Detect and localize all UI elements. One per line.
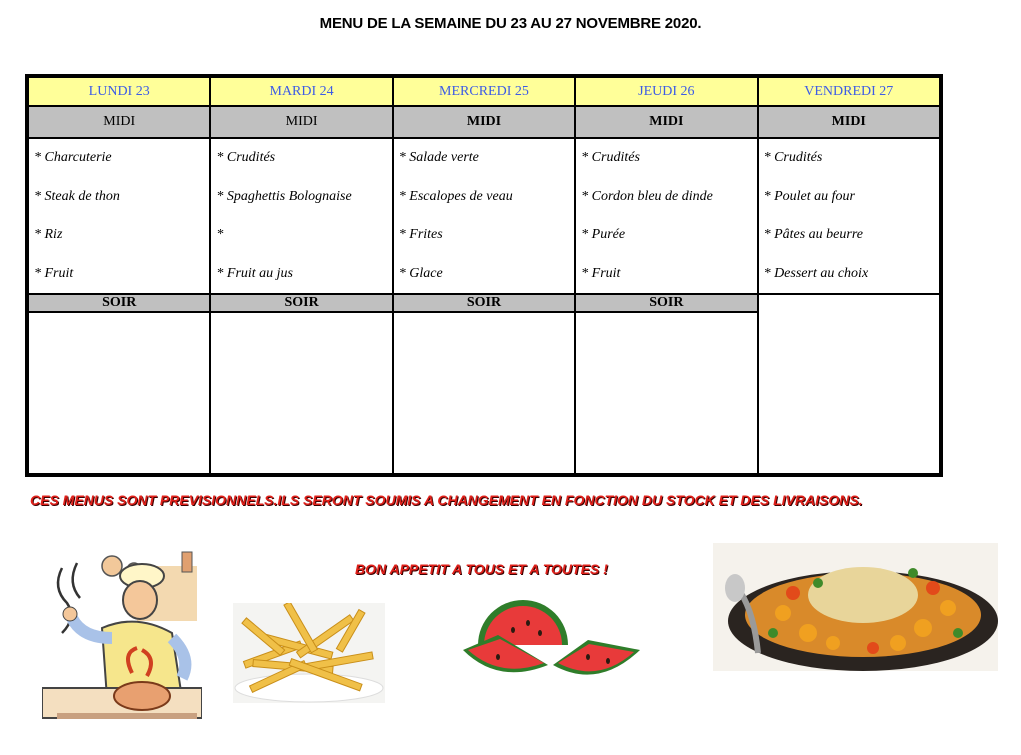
midi-items-monday xyxy=(28,138,210,294)
midi-header-row xyxy=(28,106,940,138)
menu-item: * Pâtes au beurre xyxy=(763,227,863,242)
midi-header-tuesday: MIDI xyxy=(210,106,392,138)
menu-item: * Crudités xyxy=(581,150,640,165)
soir-header-tuesday: SOIR xyxy=(210,294,392,312)
couscous-photo xyxy=(713,543,998,671)
midi-items-friday xyxy=(758,138,940,294)
midi-header-wednesday: MIDI xyxy=(393,106,575,138)
menu-item: * Frites xyxy=(398,227,443,242)
menu-item: * Fruit au jus xyxy=(216,265,294,281)
provisional-notice: CES MENUS SONT PREVISIONNELS.ILS SERONT SOUMIS A CHANGEMENT EN FONCTION DU STOCK ET DES LIVRAISONS. xyxy=(30,492,863,508)
menu-item: * Charcuterie xyxy=(34,150,112,165)
day-header-wednesday: MERCREDI 25 xyxy=(393,77,575,106)
menu-item: * Steak de thon xyxy=(34,188,120,204)
menu-item: * Poulet au four xyxy=(763,188,855,204)
french-fries-photo xyxy=(233,603,385,703)
menu-item: * Dessert au choix xyxy=(763,265,869,281)
menu-item: * Purée xyxy=(581,227,626,242)
menu-item: * Riz xyxy=(34,227,63,242)
menu-item: * Fruit xyxy=(34,265,74,281)
midi-header-friday: MIDI xyxy=(758,106,940,138)
day-header-monday: LUNDI 23 xyxy=(28,77,210,106)
menu-item: * Crudités xyxy=(763,150,823,165)
soir-header-thursday: SOIR xyxy=(575,294,757,312)
menu-item: * Salade verte xyxy=(398,150,479,165)
day-header-tuesday: MARDI 24 xyxy=(210,77,392,106)
midi-header-thursday: MIDI xyxy=(575,106,757,138)
menu-item: * Crudités xyxy=(216,150,276,165)
soir-cell-tuesday xyxy=(210,312,392,474)
menu-item: * Fruit xyxy=(581,265,621,281)
soir-cell-monday xyxy=(28,312,210,474)
midi-items-tuesday xyxy=(210,138,392,294)
weekly-menu-table xyxy=(25,74,943,477)
day-header-friday: VENDREDI 27 xyxy=(758,77,940,106)
menu-item: * Cordon bleu de dinde xyxy=(581,188,713,204)
soir-header-monday: SOIR xyxy=(28,294,210,312)
soir-cell-friday xyxy=(758,294,940,474)
day-header-row xyxy=(28,77,940,106)
chef-cooking-clipart xyxy=(42,548,202,728)
midi-items-row xyxy=(28,138,940,294)
bon-appetit-text: BON APPETIT A TOUS ET A TOUTES ! xyxy=(355,561,608,577)
menu-item: * Spaghettis Bolognaise xyxy=(216,188,352,204)
midi-items-thursday xyxy=(575,138,757,294)
menu-item: * Escalopes de veau xyxy=(398,188,513,204)
soir-header-row xyxy=(28,294,940,312)
soir-cell-thursday xyxy=(575,312,757,474)
menu-item: * Glace xyxy=(398,265,443,281)
page-title: MENU DE LA SEMAINE DU 23 AU 27 NOVEMBRE 2020. xyxy=(319,15,702,32)
watermelon-photo xyxy=(458,595,643,685)
soir-cell-wednesday xyxy=(393,312,575,474)
menu-item: * xyxy=(216,227,224,242)
midi-items-wednesday xyxy=(393,138,575,294)
soir-header-wednesday: SOIR xyxy=(393,294,575,312)
day-header-thursday: JEUDI 26 xyxy=(575,77,757,106)
midi-header-monday: MIDI xyxy=(28,106,210,138)
